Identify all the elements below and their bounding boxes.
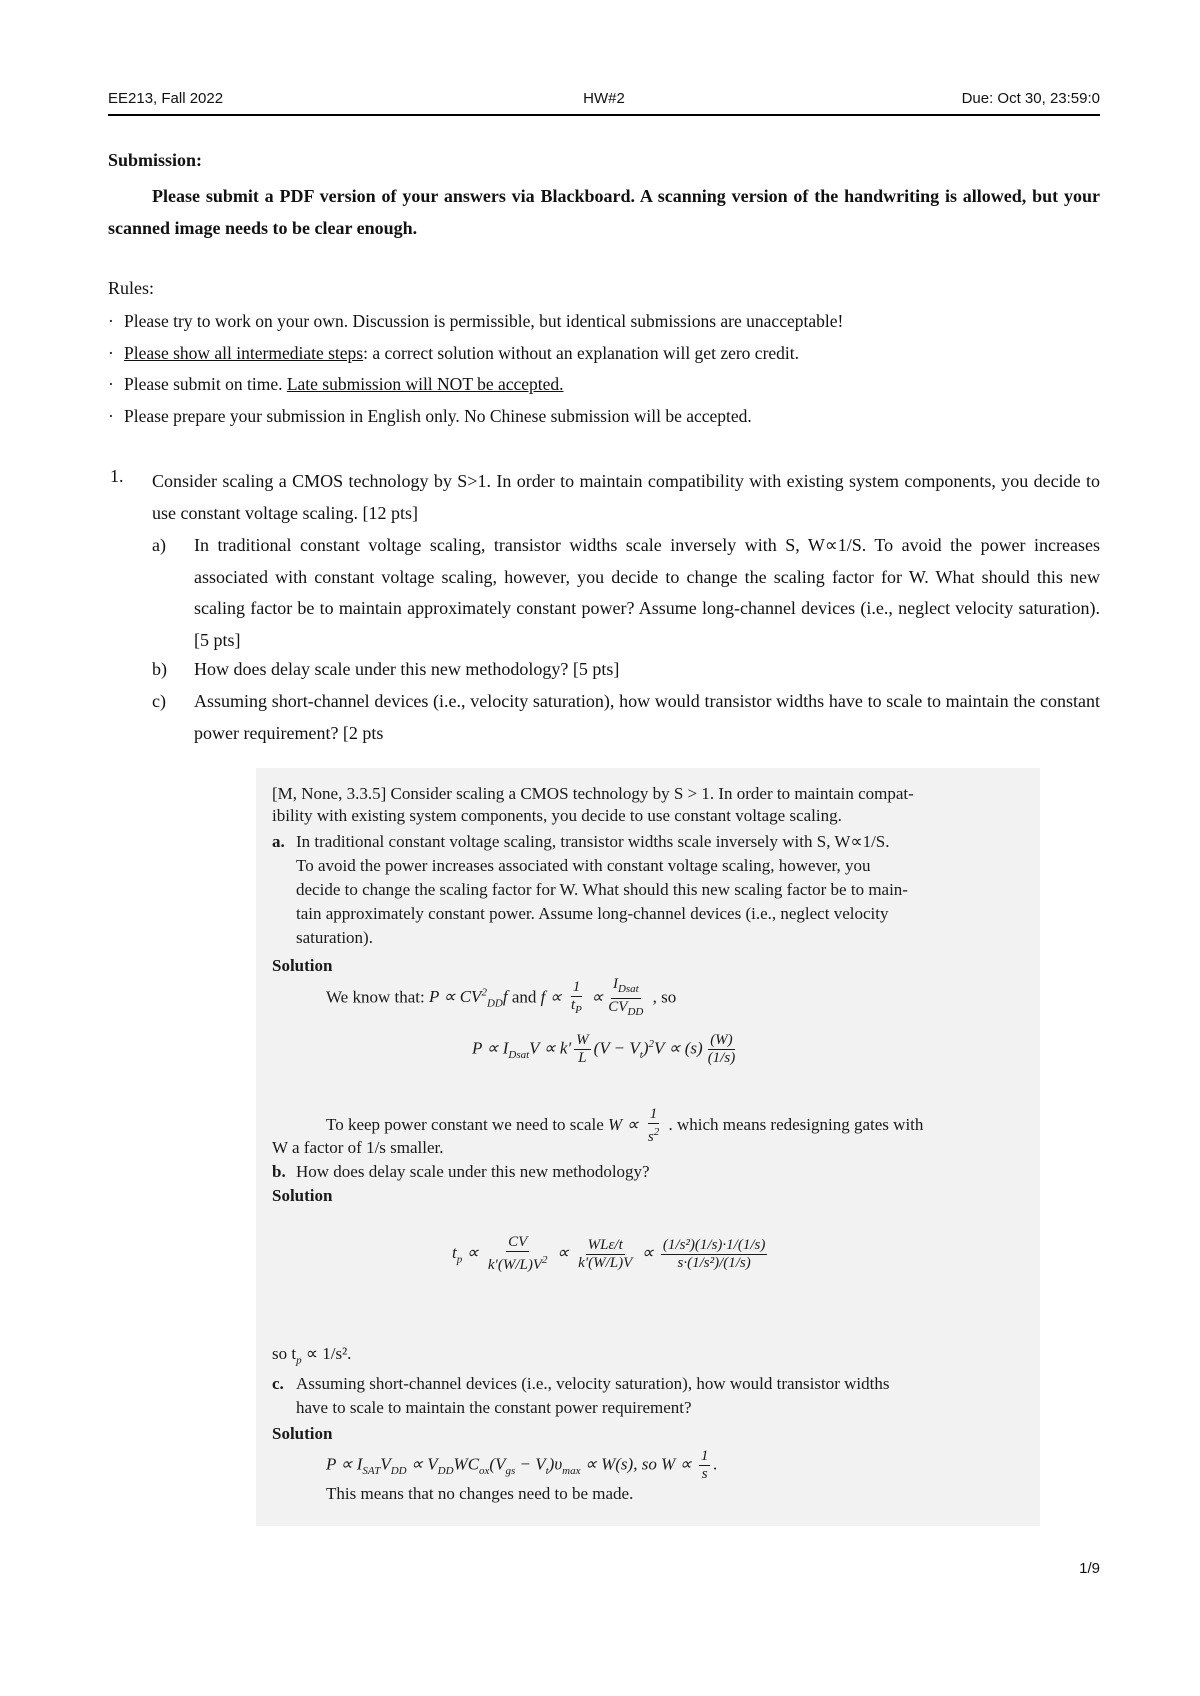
solution-c-line: have to scale to maintain the constant power requirement? (296, 1398, 692, 1417)
solution-a-line: To avoid the power increases associated with constant voltage scaling, however, you (296, 856, 871, 875)
question-part-b: b) How does delay scale under this new methodology? [5 pts] (152, 659, 620, 679)
power-equation: $P \propto I_{Dsat}V \propto k'$ $\frac{W}{L}$ $(V - V_t)^2V \propto (s)$ $\frac{(W)}{(1/s)}$ (472, 1032, 736, 1066)
rule-item: · Please show all intermediate steps: a correct solution without an explanation will get zero credit. (108, 342, 800, 363)
solution-a-line: tain approximately constant power. Assume long-channel devices (i.e., neglect velocity (296, 904, 889, 923)
course-label: EE213, Fall 2022 (108, 90, 224, 107)
solution-a-line: decide to change the scaling factor for W. What should this new scaling factor be to main- (296, 880, 908, 899)
w-factor-text: W a factor of 1/s smaller. (272, 1138, 444, 1157)
solution-heading-c: Solution (272, 1424, 333, 1443)
delay-equation: $t_p$ ∝ $\frac{CV}{k'(W/L)V^2}$ ∝ $\frac{\text{WLε/t}}{k'(W/L)V}$ ∝ $\frac{\text{(1/s²)(1/s)·1/(1/s)}}{\text{s·(1/s²)/(1/s)}}$ (452, 1234, 766, 1273)
homework-title: HW#2 (583, 90, 625, 107)
solution-a-line: In traditional constant voltage scaling, transistor widths scale inversely with S, W∝1/S. (296, 832, 890, 851)
submission-text: Please submit a PDF version of your answers via Blackboard. A scanning version of the handwriting is allowed, but your scanned image needs to be clear enough. (108, 186, 1100, 238)
rule-item: · Please submit on time. Late submission will NOT be accepted. (108, 374, 564, 394)
rule-item: · Please prepare your submission in English only. No Chinese submission will be accepted. (108, 405, 752, 426)
solution-heading-b: Solution (272, 1186, 333, 1205)
short-channel-equation: $P \propto I_{SAT}V_{DD} \propto V_{DD}WC_{ox}(V_{gs} - V_t)\upsilon_{max} \propto W(s)$, so W ∝ $\frac{1}{s}$ . (326, 1448, 718, 1482)
solution-b-text: How does delay scale under this new methodology? (296, 1162, 650, 1181)
question-part-c: c) Assuming short-channel devices (i.e., velocity saturation), how would transistor widths have to scale to maintain the constant power requirement? [2 pts (152, 691, 1100, 743)
solution-intro-2: ibility with existing system components, you decide to use constant voltage scaling. (272, 806, 842, 825)
power-relation: We know that: $P \propto CV^2_{DD}f$ and f ∝ $\frac{1}{t_P}$ ∝ $\frac{I_{Dsat}}{CV_{DD}}$ , so (326, 976, 677, 1018)
keep-power-text: To keep power constant we need to scale W ∝ $\frac{1}{s^2}$ . which means redesigning gates with (326, 1106, 924, 1145)
rules-heading: Rules: (108, 278, 155, 298)
question-text: Consider scaling a CMOS technology by S>1. In order to maintain compatibility with existing system components, you decide to use constant voltage scaling. [12 pts] (152, 471, 1100, 523)
submission-heading: Submission: (108, 150, 203, 170)
solution-b-label: b. (272, 1162, 286, 1181)
no-change-text: This means that no changes need to be made. (326, 1484, 634, 1503)
solution-c-label: c. (272, 1374, 284, 1393)
page-number: 1/9 (1079, 1560, 1100, 1577)
page-header (108, 86, 1100, 116)
due-date: Due: Oct 30, 23:59:0 (961, 90, 1100, 107)
question-number: 1. (110, 466, 124, 486)
solution-intro: [M, None, 3.3.5] Consider scaling a CMOS technology by S > 1. In order to maintain compat- (272, 784, 914, 803)
rules-list (108, 306, 1100, 432)
question-part-a: a) In traditional constant voltage scaling, transistor widths scale inversely with S, W∝1/S. To avoid the power increases associated with constant voltage scaling, however, you decide to change the scaling factor for W. What should this new scaling factor be to maintain approximately constant power? Assume long-channel devices (i.e., neglect velocity saturation). [5 pts] (152, 535, 1100, 650)
solution-heading-a: Solution (272, 956, 333, 975)
solution-c-line: Assuming short-channel devices (i.e., velocity saturation), how would transistor widths (296, 1374, 890, 1393)
delay-result: so $t_p \propto 1/s^2$. (272, 1344, 352, 1367)
solution-a-label: a. (272, 832, 285, 851)
rule-item: · Please try to work on your own. Discussion is permissible, but identical submissions are unacceptable! (108, 311, 844, 331)
solution-a-line: saturation). (296, 928, 373, 947)
